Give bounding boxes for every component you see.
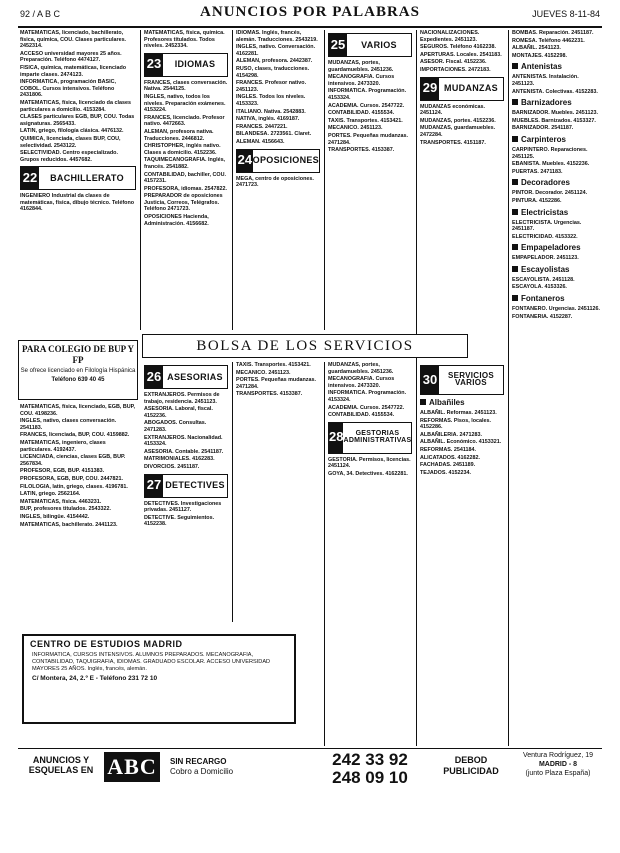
classified-ad: ALICATADOS. 4162282.	[420, 454, 481, 461]
classified-ad: ESCAYOLA. 4153326.	[512, 284, 567, 291]
classified-ad: ABOGADOS. Consultas. 2471283.	[144, 420, 207, 433]
page-number: 92 / A B C	[20, 9, 61, 19]
classified-ad: CONTABILIDAD. 4155534.	[328, 412, 395, 419]
classified-ad: TAXIS. Transportes. 4153421.	[328, 117, 403, 124]
c10a-list	[512, 147, 600, 175]
classified-ad: ELECTRICISTA. Urgencias. 2451187.	[512, 219, 582, 233]
footer-anuncios: ANUNCIOS Y ESQUELAS EN	[28, 755, 94, 775]
heading-empapeladores: Empapeladores	[512, 243, 600, 253]
classified-ad: MUDANZAS, portes. 4152236.	[420, 117, 496, 124]
classified-ad: TAQUIMECANOGRAFIA. Inglés, francés. 2541882.	[144, 157, 226, 170]
classified-ad: CONTABILIDAD. 4155534.	[328, 110, 395, 117]
section-number: 30	[421, 366, 439, 394]
classified-ad: ITALIANO. Nativa. 2542883.	[236, 108, 306, 115]
column-5	[420, 30, 504, 330]
classified-ad: ALEMAN, profesora nativa. Traducciones. 2446812.	[144, 128, 214, 142]
classified-ad: FRANCES. Profesor nativo. 2451123.	[236, 80, 307, 93]
column-3	[236, 30, 320, 330]
section-number: 22	[21, 167, 39, 189]
classified-ad: MECANICO. 2451123.	[236, 369, 291, 376]
classified-ad: RUSO, clases, traducciones. 4154298.	[236, 65, 310, 79]
classified-ad: FILOLOGIA, latín, griego, clases. 4196781.	[20, 483, 128, 490]
classified-ad: ELECTRICIDAD. 4153322.	[512, 233, 578, 240]
column-1-lower	[20, 404, 136, 630]
classified-ad: INGLES, nativo. Conversación. 4162281.	[236, 44, 316, 57]
classified-ad: INFORMATICA, programación BASIC, COBOL. Cursos intensivos. Teléfono 2431806.	[20, 79, 117, 99]
heading-electricistas: Electricistas	[512, 208, 600, 218]
section-number: 23	[145, 54, 163, 76]
asesorias-list	[144, 392, 228, 471]
section-number: 25	[329, 34, 347, 56]
colegio-ad-title: PARA COLEGIO DE BUP Y FP	[21, 344, 134, 365]
section-gestorias	[328, 422, 412, 454]
debod-publicidad: DEBOD PUBLICIDAD	[443, 755, 499, 776]
section-name: BACHILLERATO	[50, 172, 124, 183]
heading-escayolistas: Escayolistas	[512, 265, 600, 275]
section-number: 26	[145, 366, 163, 388]
classified-ad: SEGUROS. Teléfono 4162238.	[420, 44, 496, 51]
centro-title: CENTRO DE ESTUDIOS MADRID	[30, 639, 183, 649]
classified-ad: LICENCIADA, ciencias, clases EGB, BUP. 2567834.	[20, 454, 126, 467]
classified-ad: INGLES, nativo, clases conversación. 2541183.	[20, 418, 117, 431]
classified-ad: ANTENISTA. Colectivas. 4152283.	[512, 88, 598, 95]
section-idiomas	[144, 53, 228, 77]
classified-ad: BILANDESA. 2723561. Claret.	[236, 131, 312, 138]
section-name: OPOSICIONES	[252, 155, 319, 166]
section-number: 28	[329, 423, 343, 453]
classified-ad: PREPARADOR de oposiciones Justicia, Correos, Telégrafos. Teléfono 2471723.	[144, 193, 223, 213]
classified-ad: NACIONALIZACIONES. Expedientes. 2451123.	[420, 30, 480, 43]
heading-barnizadores: Barnizadores	[512, 98, 600, 108]
heading-carpinteros: Carpinteros	[512, 135, 600, 145]
classified-ad: INGENIERO Industrial da clases de matemáticas, física, dibujo técnico. Teléfono 4162844.	[20, 193, 135, 213]
classified-ad: PUERTAS. 2471183.	[512, 168, 563, 175]
section-detectives	[144, 474, 228, 498]
classified-ad: TEJADOS. 4152234.	[420, 469, 471, 476]
c8a-list	[512, 74, 600, 95]
classified-ad: INGLES, bilingüe. 4154442.	[20, 513, 90, 520]
classified-ad: EXTRANJEROS. Nacionalidad. 4153324.	[144, 434, 223, 448]
section-name: ASESORIAS	[167, 371, 223, 382]
classified-ad: FRANCES, licenciado. Profesor nativo. 4472663.	[144, 114, 225, 128]
footer-address: Ventura Rodríguez, 19 MADRID - 8 (junto Plaza España)	[522, 752, 594, 777]
abc-logo: ABC	[104, 752, 160, 782]
classified-ad: ANTENISTAS. Instalación. 2451123.	[512, 74, 579, 87]
c7a-list	[512, 30, 600, 59]
classified-ad: APERTURAS. Locales. 2541183.	[420, 51, 502, 58]
classified-ad: PINTURA. 4152286.	[512, 197, 562, 204]
classified-ad: ASESORIA. Laboral, fiscal. 4152236.	[144, 406, 213, 419]
classified-ad: INFORMATICA. Programación. 4153324.	[328, 390, 407, 403]
heading-decoradores: Decoradores	[512, 178, 600, 188]
c14a-list	[512, 277, 600, 291]
c2b-list	[144, 80, 228, 193]
column-2	[144, 30, 228, 330]
section-asesorias	[144, 365, 228, 389]
column-servicios	[420, 362, 504, 746]
classified-ad: FONTANERIA. 4152287.	[512, 313, 573, 320]
classified-ad: FACHADAS. 2451189.	[420, 462, 476, 469]
classified-ad: NATIVA, inglés. 4169187.	[236, 116, 300, 123]
classified-ad: EMPAPELADOR. 2451123.	[512, 255, 579, 262]
section-number: 27	[145, 475, 163, 497]
classified-ad: MONTAJES. 4152298.	[512, 52, 568, 59]
c3-lower-list	[236, 362, 320, 398]
classified-ad: ASESORIA. Contable. 2541187.	[144, 448, 224, 455]
classified-ad: BOMBAS. Reparación. 2451187.	[512, 30, 594, 36]
c12a-list	[512, 220, 600, 241]
classified-ad: DIVORCIOS. 2451187.	[144, 463, 200, 470]
c4b-list	[328, 118, 412, 154]
colegio-ad-phone: Teléfono 639 40 45	[51, 377, 105, 383]
classified-ad: QUIMICA, licenciada, clases BUP, COU, selectividad. 2543122.	[20, 135, 121, 149]
c2a-list	[144, 30, 228, 50]
classified-ad: MATEMATICAS, física, licenciado, EGB, BUP, COU. 4198236.	[20, 404, 136, 417]
section-bachillerato	[20, 166, 136, 190]
classified-ad: CONTABILIDAD, bachiller, COU. 4157231.	[144, 171, 226, 185]
c1b-list	[20, 193, 136, 213]
classified-ad: ACADEMIA. Cursos. 2547722.	[328, 102, 405, 109]
section-mudanzas	[420, 77, 504, 101]
c11a-list	[512, 190, 600, 204]
colegio-ad-body: Se ofrece licenciado en Filología Hispánica	[20, 368, 136, 374]
classified-ad: CHRISTOPHER, inglés nativo. Clases a domicilio. 4152236.	[144, 143, 221, 156]
classified-ad: SELECTIVIDAD. Centro especializado. Grupos reducidos. 4457682.	[20, 150, 118, 163]
classified-ad: ALBAÑIL. Reformas. 2451123.	[420, 410, 497, 416]
classified-ad: INGLES, nativo, todos los niveles. Preparación exámenes. 4153224.	[144, 93, 226, 114]
centro-estudios-ad	[22, 634, 296, 724]
classified-ad: IDIOMAS. Inglés, francés, alemán. Traducciones. 2543219.	[236, 30, 318, 43]
classified-ad: DETECTIVES. Investigaciones privadas. 2451127.	[144, 500, 222, 514]
classified-ad: INGLES. Todos los niveles. 4153323.	[236, 94, 306, 107]
classified-ad: FISICA, química, matemáticas, licenciado imparte clases. 2474123.	[20, 64, 127, 78]
centro-body: INFORMATICA, CURSOS INTENSIVOS. ALUMNOS PREPARADOS. MECANOGRAFIA, CONTABILIDAD, TAQUIGRAFIA, IDIOMAS. GRADUADO ESCOLAR. ACCESO UNIVERSIDAD MAYORES 25 AÑOS. Inglés, francés, alemán.	[32, 652, 271, 672]
gestorias-pre-list	[328, 362, 412, 419]
heading-antenistas: Antenistas	[512, 62, 600, 72]
section-oposiciones	[236, 149, 320, 173]
c3b-list	[236, 176, 320, 189]
classified-ad: INFORMATICA. Programación. 4153324.	[328, 88, 407, 101]
classified-ad: PORTES. Pequeñas mudanzas. 2471284.	[328, 132, 408, 146]
classified-ad: MECANOGRAFIA. Cursos intensivos. 2473320.	[328, 376, 395, 389]
classified-ad: ROMESA. Teléfono 4462231.	[512, 37, 585, 44]
classified-ad: GESTORIA. Permisos, licencias. 2451124.	[328, 456, 411, 470]
classified-ad: MUDANZAS, guardamuebles. 2472284.	[420, 125, 496, 138]
classified-ad: MATEMATICAS, ingeniero, clases particulares. 4192437.	[20, 439, 106, 453]
section-name: VARIOS	[361, 39, 397, 50]
c5a-list	[420, 104, 504, 147]
classified-ad: MATRIMONIALES. 4162283.	[144, 456, 215, 463]
footer-banner	[18, 748, 602, 789]
classified-ad: EBANISTA. Muebles. 4152236.	[512, 161, 590, 168]
gestorias-list	[328, 457, 412, 478]
heading-albaniles: Albañiles	[420, 398, 504, 408]
classified-ad: MECANOGRAFIA. Cursos intensivos. 2473320.	[328, 74, 395, 87]
section-number: 24	[237, 150, 253, 172]
newspaper-page	[18, 6, 602, 846]
heading-fontaneros: Fontaneros	[512, 294, 600, 304]
section-servicios-varios	[420, 365, 504, 395]
classified-ad: ALEMAN. 4156643.	[236, 138, 285, 145]
classified-ad: GOYA, 34. Detectives. 4162281.	[328, 470, 408, 477]
c4a-list	[328, 60, 412, 117]
classified-ad: MECANICO. 2451123.	[328, 125, 383, 132]
classified-ad: MATEMATICAS, licenciado, bachillerato, física, química, COU. Clases particulares. 2452314.	[20, 30, 127, 50]
classified-ad: ASESOR. Fiscal. 4152236.	[420, 59, 487, 66]
classified-ad: MUEBLES. Barnizados. 4153327.	[512, 117, 596, 124]
classified-ad: MUDANZAS económicas. 2451124.	[420, 103, 485, 117]
section-varios	[328, 33, 412, 57]
column-gestorias	[328, 362, 412, 746]
classified-ad: ALBAÑIL. Económico. 4153321.	[420, 439, 502, 446]
classified-ad: ALBAÑILERIA. 2471283.	[420, 431, 483, 438]
c15a-list	[512, 306, 600, 320]
section-number: 29	[421, 78, 439, 100]
page-title: ANUNCIOS POR PALABRAS	[200, 4, 420, 20]
classified-ad: TRANSPORTES. 4153387.	[236, 391, 303, 398]
c1a-list	[20, 30, 136, 163]
classified-ad: DETECTIVE. Seguimientos. 4152238.	[144, 514, 215, 528]
classified-ad: PROFESORA, EGB, BUP, COU. 2447821.	[20, 475, 123, 482]
classified-ad: FRANCES, clases conversación. Nativa. 2544125.	[144, 79, 228, 93]
footer-phones: 242 33 92 248 09 10	[332, 750, 408, 787]
classified-ad: TRANSPORTES. 4153387.	[328, 147, 395, 154]
classified-ad: LATIN, griego. 2562164.	[20, 491, 81, 498]
classified-ad: PROFESORA, idiomas. 2547822.	[144, 185, 227, 192]
classified-ad: MATEMATICAS, bachillerato. 2441123.	[20, 521, 118, 528]
classified-ad: ALBAÑIL. 2541123.	[512, 45, 561, 52]
c1c-list	[20, 404, 136, 528]
albaniles-list	[420, 410, 504, 476]
page-header	[18, 6, 602, 28]
classified-ad: MUDANZAS, portes, guardamuebles. 2451236.	[328, 60, 394, 73]
c3a-list	[236, 30, 320, 146]
c2c-list	[144, 193, 228, 227]
classified-ad: MEGA, centro de oposiciones. 2471723.	[236, 175, 314, 189]
section-name: DETECTIVES	[165, 480, 225, 491]
section-name: SERVICIOS VARIOS	[447, 371, 495, 387]
classified-ad: MATEMATICAS, física, química. Profesores titulados. Todos niveles. 2452334.	[144, 30, 225, 50]
classified-ad: OPOSICIONES Hacienda, Administración. 4156682.	[144, 214, 209, 227]
classified-ad: REFORMAS. Pisos, locales. 4152286.	[420, 417, 491, 431]
classified-ad: PINTOR. Decorador. 2451124.	[512, 190, 588, 197]
centro-footer: C/ Montera, 24, 2.º E - Teléfono 231 72 10	[32, 675, 158, 682]
classified-ad: ACADEMIA. Cursos. 2547722.	[328, 404, 405, 411]
column-1	[20, 30, 136, 330]
classified-ad: BARNIZADOR. 2541187.	[512, 125, 574, 132]
section-name: MUDANZAS	[444, 83, 498, 94]
classified-ad: MATEMATICAS, física, licenciado da clases particulares a domicilio. 4153284.	[20, 99, 131, 113]
classified-ad: FONTANERO. Urgencias. 2451126.	[512, 306, 600, 313]
page-date: JUEVES 8-11-84	[532, 9, 600, 19]
classified-ad: TRANSPORTES. 4151187.	[420, 139, 486, 146]
classified-ad: PROFESOR, EGB, BUP. 4151383.	[20, 468, 105, 475]
bolsa-servicios-title: BOLSA DE LOS SERVICIOS	[142, 334, 468, 358]
classified-ad: EXTRANJEROS. Permisos de trabajo, residencia. 2451123.	[144, 392, 220, 405]
column-asesorias	[144, 362, 228, 632]
classified-ad: REFORMAS. 2541184.	[420, 446, 477, 453]
column-4	[328, 30, 412, 330]
footer-sin-recargo: SIN RECARGO Cobro a Domicilio	[170, 757, 234, 776]
classified-ad: CLASES particulares EGB, BUP, COU. Todas asignaturas. 2565433.	[20, 114, 135, 127]
classified-ad: PORTES. Pequeñas mudanzas. 2471284.	[236, 377, 316, 390]
classified-ad: IMPORTACIONES. 2472183.	[420, 66, 491, 73]
classified-ad: ALEMAN, profesora. 2442387.	[236, 58, 313, 65]
classified-ad: MUDANZAS, portes, guardamuebles. 2451236.	[328, 362, 394, 375]
classified-ad: TAXIS. Transportes. 4153421.	[236, 362, 311, 368]
classified-ad: BARNIZADOR. Muebles. 2451123.	[512, 110, 598, 117]
c6a-list	[420, 30, 504, 74]
classified-ad: CARPINTERO. Reparaciones. 2451125.	[512, 146, 588, 160]
c9a-list	[512, 110, 600, 132]
section-name: GESTORIAS ADMINISTRATIVAS	[343, 430, 412, 444]
classified-ad: BUP, profesores titulados. 2543322.	[20, 506, 111, 513]
column-lower-3	[236, 362, 320, 622]
column-6	[512, 30, 600, 746]
classified-ad: ACCESO universidad mayores 25 años. Preparación. Teléfono 4474127.	[20, 50, 122, 64]
colegio-ad-box	[18, 340, 138, 400]
classified-ad: FRANCES, licenciada, BUP, COU. 4159882.	[20, 432, 130, 439]
detectives-list	[144, 501, 228, 528]
classified-ad: LATIN, griego, filología clásica. 4476132.	[20, 128, 124, 135]
classified-ad: ESCAYOLISTA. 2451128.	[512, 276, 575, 283]
classified-ad: MATEMATICAS, física. 4463231.	[20, 498, 102, 505]
classified-ad: FRANCES. 2447221.	[236, 123, 288, 130]
section-name: IDIOMAS	[174, 59, 216, 70]
c13a-list	[512, 255, 600, 262]
